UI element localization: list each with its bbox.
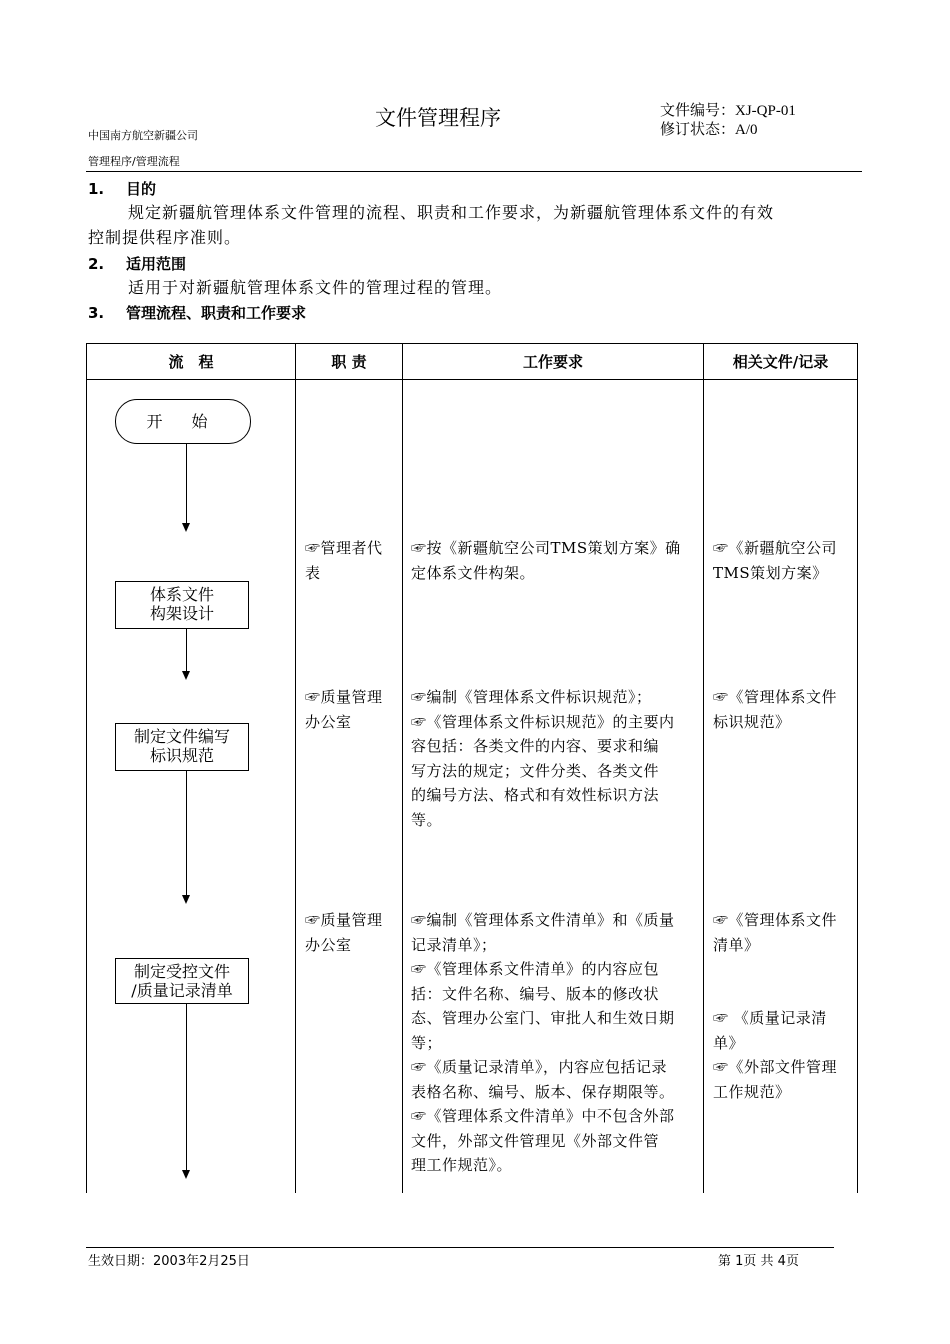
text-line: ☞编制《管理体系文件清单》和《质量 bbox=[411, 911, 675, 929]
section-title: 管理流程、职责和工作要求 bbox=[126, 304, 307, 322]
responsibility-entry bbox=[305, 536, 383, 585]
footer-divider bbox=[86, 1247, 834, 1248]
document-info bbox=[660, 102, 796, 140]
revision-status: 修订状态：A/0 bbox=[660, 122, 758, 138]
requirement-entry bbox=[411, 536, 681, 585]
text-line: TMS策划方案》 bbox=[713, 563, 828, 582]
company-name: 中国南方航空新疆公司 bbox=[88, 129, 198, 142]
text-line: 容包括：各类文件的内容、要求和编 bbox=[411, 737, 660, 755]
text-line: 办公室 bbox=[305, 712, 352, 731]
text-line: ☞《管理体系文件清单》中不包含外部 bbox=[411, 1107, 675, 1125]
requirement-entry bbox=[411, 685, 675, 832]
section-1-text-line-1: 规定新疆航管理体系文件管理的流程、职责和工作要求，为新疆航管理体系文件的有效 bbox=[128, 203, 775, 222]
text-line: ☞质量管理 bbox=[305, 688, 383, 706]
text-line: ☞管理者代 bbox=[305, 539, 383, 557]
flow-step-label: 标识规范 bbox=[149, 746, 214, 765]
section-2-heading bbox=[88, 253, 186, 274]
arrow-down-icon bbox=[182, 523, 190, 532]
table-row bbox=[87, 380, 858, 1194]
text-line: ☞按《新疆航空公司TMS策划方案》确 bbox=[411, 539, 681, 557]
section-title: 目的 bbox=[126, 180, 157, 198]
text-line: 写方法的规定；文件分类、各类文件 bbox=[411, 761, 660, 780]
header-responsibility: 职 责 bbox=[296, 344, 403, 380]
flow-step-identification-spec bbox=[115, 723, 249, 771]
section-2-text: 适用于对新疆航管理体系文件的管理过程的管理。 bbox=[128, 278, 503, 297]
process-table bbox=[86, 343, 858, 1193]
responsibility-cell bbox=[296, 380, 403, 1194]
text-line: 文件，外部文件管理见《外部文件管 bbox=[411, 1131, 660, 1150]
text-line: 的编号方法、格式和有效性标识方法 bbox=[411, 786, 660, 804]
flow-step-label: 制定受控文件 bbox=[133, 962, 230, 981]
text-line: ☞《质量记录清单》，内容应包括记录 bbox=[411, 1058, 668, 1076]
related-doc-entry bbox=[713, 685, 837, 734]
effective-date: 生效日期：2003年2月25日 bbox=[88, 1254, 250, 1269]
related-docs-cell bbox=[704, 380, 858, 1194]
arrow-down-icon bbox=[182, 671, 190, 680]
responsibility-entry bbox=[305, 685, 383, 734]
text-line: ☞《外部文件管理 bbox=[713, 1058, 838, 1076]
text-line: ☞《管理体系文件标识规范》的主要内 bbox=[411, 712, 675, 731]
text-line: ☞ 《质量记录清 bbox=[713, 1009, 827, 1027]
section-1-text-line-2: 控制提供程序准则。 bbox=[88, 228, 242, 247]
text-line: ☞《管理体系文件清单》的内容应包 bbox=[411, 960, 660, 978]
section-1-heading bbox=[88, 178, 156, 199]
arrow-down-icon bbox=[182, 895, 190, 904]
related-doc-entry bbox=[713, 536, 837, 585]
text-line: ☞《管理体系文件 bbox=[713, 688, 838, 706]
text-line: 标识规范》 bbox=[713, 712, 791, 731]
text-line: 等； bbox=[411, 1033, 443, 1052]
text-line: 表 bbox=[305, 563, 321, 582]
section-3-heading bbox=[88, 302, 306, 323]
text-line: 态、管理办公室门、审批人和生效日期 bbox=[411, 1009, 675, 1027]
header-divider bbox=[86, 171, 862, 172]
document-title: 文件管理程序 bbox=[375, 106, 501, 130]
text-line: 办公室 bbox=[305, 935, 352, 954]
section-number: 3. bbox=[88, 304, 105, 322]
flow-step-controlled-lists bbox=[115, 958, 249, 1004]
section-number: 2. bbox=[88, 255, 105, 273]
text-line: 清单》 bbox=[713, 935, 760, 954]
flow-step-label: /质量记录清单 bbox=[131, 981, 233, 1000]
header-requirements: 工作要求 bbox=[403, 344, 704, 380]
text-line: ☞编制《管理体系文件标识规范》； bbox=[411, 688, 652, 706]
arrow-down-icon bbox=[182, 1170, 190, 1179]
flow-step-label: 体系文件 bbox=[149, 585, 214, 604]
related-doc-entry bbox=[713, 1055, 837, 1104]
requirement-entry bbox=[411, 908, 675, 1178]
header-flow: 流 程 bbox=[87, 344, 296, 380]
text-line: ☞《新疆航空公司 bbox=[713, 539, 838, 557]
flow-line bbox=[186, 629, 187, 673]
section-title: 适用范围 bbox=[126, 255, 187, 273]
requirements-cell bbox=[403, 380, 704, 1194]
text-line: ☞质量管理 bbox=[305, 911, 383, 929]
page-number: 第 1页 共 4页 bbox=[718, 1254, 799, 1269]
related-doc-entry bbox=[713, 908, 837, 957]
text-line: 表格名称、编号、版本、保存期限等。 bbox=[411, 1082, 675, 1101]
section-number: 1. bbox=[88, 180, 105, 198]
flow-step-label: 构架设计 bbox=[149, 604, 214, 623]
text-line: 等。 bbox=[411, 810, 443, 829]
responsibility-entry bbox=[305, 908, 383, 957]
text-line: ☞《管理体系文件 bbox=[713, 911, 838, 929]
header-related-docs: 相关文件/记录 bbox=[704, 344, 858, 380]
text-line: 理工作规范》。 bbox=[411, 1156, 513, 1174]
text-line: 定体系文件构架。 bbox=[411, 563, 536, 582]
flow-line bbox=[186, 771, 187, 897]
flow-step-framework-design bbox=[115, 581, 249, 629]
flow-line bbox=[186, 443, 187, 525]
text-line: 工作规范》 bbox=[713, 1082, 791, 1101]
document-number: 文件编号：XJ-QP-01 bbox=[660, 103, 796, 119]
related-doc-entry bbox=[713, 1006, 827, 1055]
text-line: 单》 bbox=[713, 1033, 745, 1052]
text-line: 记录清单》； bbox=[411, 935, 497, 954]
flow-step-label: 制定文件编写 bbox=[133, 727, 230, 746]
table-header-row bbox=[87, 344, 858, 380]
start-terminator: 开 始 bbox=[115, 399, 251, 444]
text-line: 括：文件名称、编号、版本的修改状 bbox=[411, 984, 660, 1003]
flow-cell bbox=[87, 380, 296, 1194]
flow-line bbox=[186, 1004, 187, 1172]
document-subtitle: 管理程序/管理流程 bbox=[88, 155, 180, 168]
